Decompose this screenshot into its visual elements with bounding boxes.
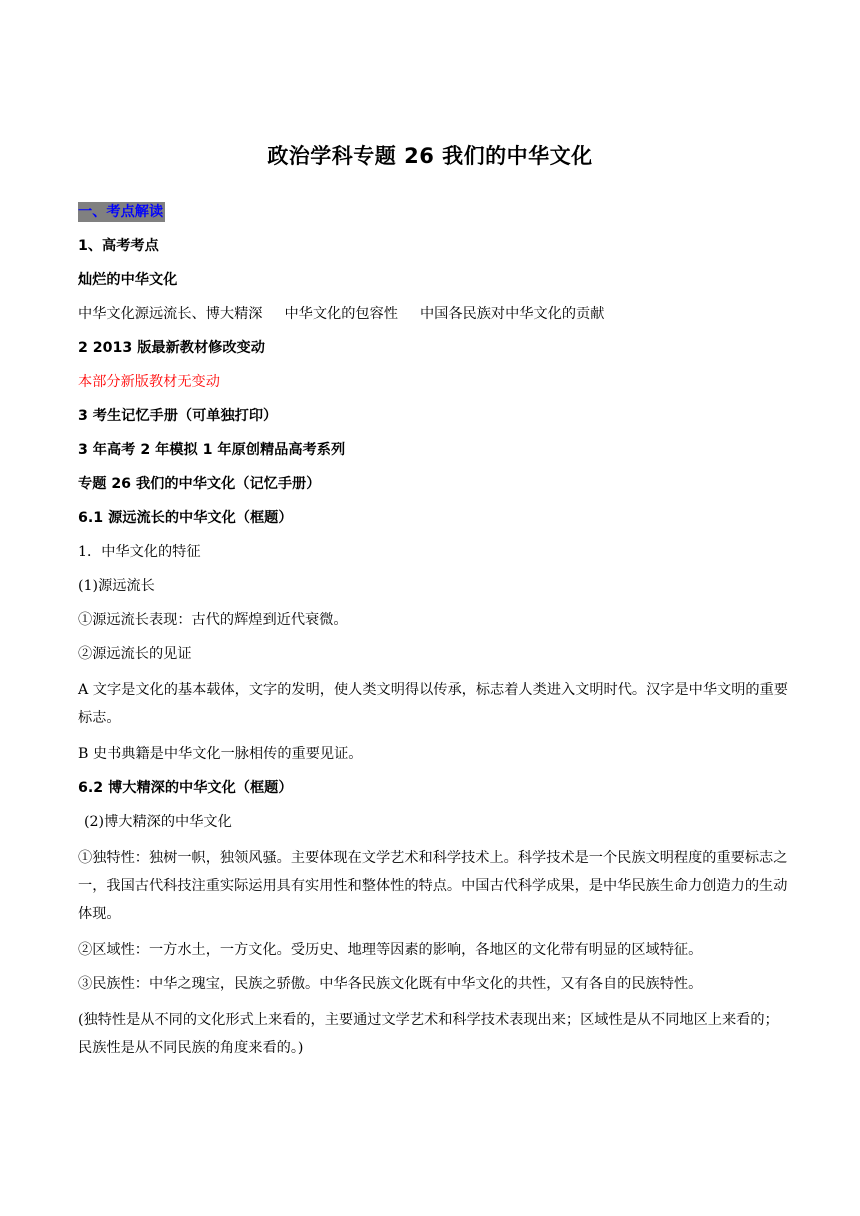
feature-1-b: ②源远流长的见证 — [78, 646, 192, 662]
feature-1-a: ①源远流长表现：古代的辉煌到近代衰微。 — [78, 612, 348, 628]
feature-1: (1)源远流长 — [78, 578, 155, 594]
manual-title: 专题 26 我们的中华文化（记忆手册） — [78, 476, 321, 492]
feature-2: (2)博大精深的中华文化 — [84, 814, 232, 830]
evidence-b: B 史书典籍是中华文化一脉相传的重要见证。 — [78, 746, 363, 762]
document-body — [78, 200, 788, 1062]
feature-2-a: ①独特性：独树一帜，独领风骚。主要体现在文学艺术和科学技术上。科学技术是一个民族文明程度的重要标志之一，我国古代科技注重实际运用具有实用性和整体性的特点。中国古代科学成果，是中华民族生命力创造力的生动体现。 — [78, 850, 788, 922]
feature-2-b: ②区域性：一方水土，一方文化。受历史、地理等因素的影响，各地区的文化带有明显的区域特征。 — [78, 942, 703, 958]
item1-heading: 1、高考考点 — [78, 238, 159, 254]
feature-heading: 1．中华文化的特征 — [78, 544, 201, 560]
series-line: 3 年高考 2 年模拟 1 年原创精品高考系列 — [78, 442, 346, 458]
topic-2: 中华文化的包容性 — [284, 306, 398, 322]
section-62-heading: 6.2 博大精深的中华文化（框题） — [78, 780, 293, 796]
sub-heading: 灿烂的中华文化 — [78, 272, 178, 288]
evidence-a: A 文字是文化的基本载体，文字的发明，使人类文明得以传承，标志着人类进入文明时代。汉字是中华文明的重要标志。 — [78, 682, 788, 726]
section-tag: 一、考点解读 — [78, 204, 164, 220]
topics-line — [78, 302, 788, 326]
item2-note: 本部分新版教材无变动 — [78, 374, 220, 390]
feature-2-c: ③民族性：中华之瑰宝，民族之骄傲。中华各民族文化既有中华文化的共性，又有各自的民族特性。 — [78, 976, 703, 992]
document-title: 政治学科专题 26 我们的中华文化 — [267, 144, 593, 168]
topic-3: 中国各民族对中华文化的贡献 — [419, 306, 605, 322]
item3-heading: 3 考生记忆手册（可单独打印） — [78, 408, 278, 424]
topic-1: 中华文化源远流长、博大精深 — [78, 306, 263, 322]
section-heading — [78, 200, 788, 224]
section-61-heading: 6.1 源远流长的中华文化（框题） — [78, 510, 293, 526]
item2-heading: 2 2013 版最新教材修改变动 — [78, 340, 265, 356]
feature-2-note: (独特性是从不同的文化形式上来看的，主要通过文学艺术和科学技术表现出来；区域性是从不同地区上来看的；民族性是从不同民族的角度来看的。) — [78, 1012, 779, 1056]
